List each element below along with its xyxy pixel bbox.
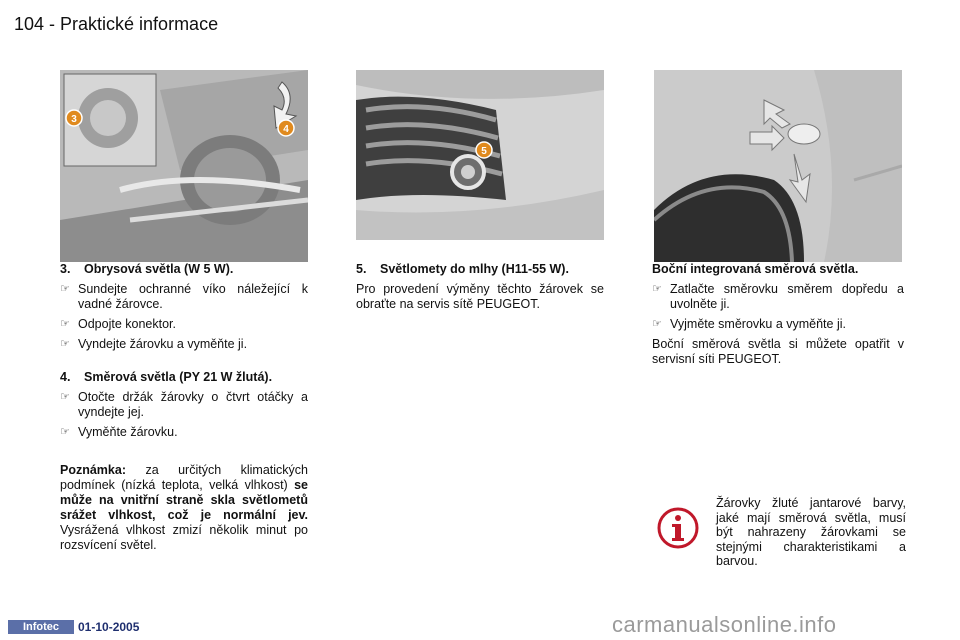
arrow-right-icon: ☞	[60, 338, 70, 350]
callout-3: 3	[71, 114, 77, 125]
column-parking-lights	[60, 262, 308, 553]
item-3-title: 3. Obrysová světla (W 5 W).	[60, 262, 234, 276]
engine-bay-photo	[60, 70, 308, 262]
list-item: ☞ Odpojte konektor.	[60, 317, 176, 331]
page-title: 104 - Praktické informace	[14, 14, 219, 34]
side-repeater-text: Boční směrová světla si můžete opatřit v servisní síti PEUGEOT.	[652, 337, 904, 366]
list-item: ☞ Vyjměte směrovku a vyměňte ji.	[652, 317, 846, 331]
note-paragraph: Poznámka: za určitých klimatických podmínek (nízká teplota, velká vlhkost) se může na vnitřní straně skla světlometů srážet vlhkost, což je normální jev. Vysrážená vlhkost zmizí několik minut po rozsvícení světel.	[60, 463, 308, 552]
info-box	[656, 496, 906, 576]
fog-lamp-photo	[356, 70, 604, 240]
side-repeater-photo	[654, 70, 902, 262]
arrow-right-icon: ☞	[60, 283, 70, 295]
column-fog-lamps	[356, 262, 604, 312]
item-5-title: 5. Světlomety do mlhy (H11-55 W).	[356, 262, 569, 276]
arrow-right-icon: ☞	[60, 318, 70, 330]
list-item: ☞ Vyndejte žárovku a vyměňte ji.	[60, 337, 248, 351]
info-text: Žárovky žluté jantarové barvy, jaké mají směrová světla, musí být nahrazeny žárovkami se stejnými charakteristikami a barvou.	[716, 496, 906, 568]
item-5-text: Pro provedení výměny těchto žárovek se obraťte na servis sítě PEUGEOT.	[356, 282, 604, 311]
arrow-right-icon: ☞	[652, 318, 662, 330]
list-item: ☞ Zatlačte směrovku směrem dopředu a uvolněte ji.	[652, 282, 904, 311]
callout-4: 4	[283, 124, 289, 135]
infotec-logo: Infotec	[8, 620, 74, 634]
list-item: ☞ Otočte držák žárovky o čtvrt otáčky a vyndejte jej.	[60, 390, 308, 419]
arrow-right-icon: ☞	[652, 283, 662, 295]
callout-5: 5	[481, 146, 487, 157]
info-icon	[656, 506, 700, 550]
arrow-right-icon: ☞	[60, 391, 70, 403]
arrow-right-icon: ☞	[60, 426, 70, 438]
item-4-title: 4. Směrová světla (PY 21 W žlutá).	[60, 370, 273, 384]
list-item: ☞ Vyměňte žárovku.	[60, 425, 178, 439]
column-side-repeaters	[652, 262, 904, 367]
list-item: ☞ Sundejte ochranné víko náležející k vadné žárovce.	[60, 282, 308, 311]
watermark: carmanualsonline.info	[612, 612, 837, 637]
side-repeater-title: Boční integrovaná směrová světla.	[652, 262, 859, 276]
footer-date: 01-10-2005	[78, 620, 140, 634]
